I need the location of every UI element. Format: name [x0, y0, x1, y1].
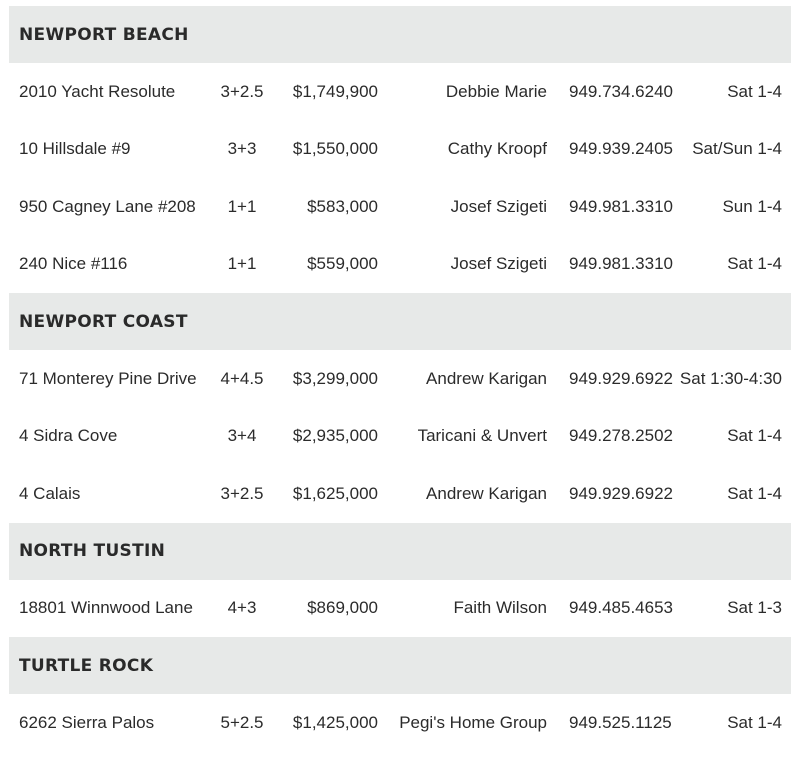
table-row	[9, 236, 791, 294]
phone: 949.929.6922	[569, 483, 673, 503]
bed-bath: 1+1	[227, 196, 257, 216]
price: $1,625,000	[292, 483, 378, 503]
table-row	[9, 580, 791, 638]
table-row	[9, 63, 791, 121]
open-house-time: Sat/Sun 1-4	[692, 139, 782, 159]
table-row	[9, 178, 791, 236]
phone: 949.939.2405	[569, 139, 673, 159]
address: 4 Calais	[19, 483, 81, 503]
phone: 949.485.4653	[569, 598, 673, 618]
price: $1,749,900	[292, 81, 378, 101]
price: $1,425,000	[292, 712, 378, 732]
address: 240 Nice #116	[19, 254, 128, 274]
bed-bath: 3+4	[227, 426, 257, 446]
bed-bath: 3+3	[227, 139, 257, 159]
table-row	[9, 121, 791, 179]
price: $1,550,000	[292, 139, 378, 159]
agent: Faith Wilson	[453, 598, 547, 618]
price: $869,000	[307, 598, 378, 618]
agent: Taricani & Unvert	[417, 426, 547, 446]
section-header: NORTH TUSTIN	[9, 523, 791, 580]
address: 18801 Winnwood Lane	[19, 598, 193, 618]
table-row	[9, 408, 791, 466]
phone: 949.981.3310	[569, 254, 673, 274]
agent: Debbie Marie	[445, 81, 547, 101]
open-house-time: Sat 1-4	[727, 81, 782, 101]
agent: Andrew Karigan	[426, 368, 547, 388]
open-house-time: Sat 1:30-4:30	[679, 368, 782, 388]
open-house-time: Sun 1-4	[722, 196, 782, 216]
address: 4 Sidra Cove	[19, 426, 118, 446]
phone: 949.981.3310	[569, 196, 673, 216]
open-house-time: Sat 1-4	[727, 712, 782, 732]
agent: Cathy Kroopf	[447, 139, 547, 159]
bed-bath: 1+1	[227, 254, 257, 274]
address: 71 Monterey Pine Drive	[19, 368, 197, 388]
open-house-time: Sat 1-4	[727, 483, 782, 503]
table-row	[9, 350, 791, 408]
open-house-listing	[9, 6, 791, 752]
table-row	[9, 694, 791, 752]
address: 950 Cagney Lane #208	[19, 196, 196, 216]
phone: 949.734.6240	[569, 81, 673, 101]
agent: Josef Szigeti	[450, 254, 547, 274]
section-header: NEWPORT COAST	[9, 293, 791, 350]
price: $559,000	[307, 254, 378, 274]
phone: 949.525.1125	[569, 712, 672, 732]
agent: Andrew Karigan	[426, 483, 547, 503]
section-header: NEWPORT BEACH	[9, 6, 791, 63]
section-header: TURTLE ROCK	[9, 637, 791, 694]
price: $3,299,000	[292, 368, 378, 388]
agent: Josef Szigeti	[450, 196, 547, 216]
bed-bath: 3+2.5	[220, 81, 264, 101]
bed-bath: 5+2.5	[220, 712, 264, 732]
agent: Pegi's Home Group	[399, 712, 547, 732]
price: $583,000	[307, 196, 378, 216]
address: 10 Hillsdale #9	[19, 139, 131, 159]
phone: 949.929.6922	[569, 368, 673, 388]
open-house-time: Sat 1-4	[727, 426, 782, 446]
bed-bath: 4+3	[227, 598, 257, 618]
phone: 949.278.2502	[569, 426, 673, 446]
open-house-time: Sat 1-3	[727, 598, 782, 618]
price: $2,935,000	[292, 426, 378, 446]
bed-bath: 3+2.5	[220, 483, 264, 503]
address: 2010 Yacht Resolute	[19, 81, 176, 101]
bed-bath: 4+4.5	[220, 368, 264, 388]
address: 6262 Sierra Palos	[19, 712, 155, 732]
open-house-time: Sat 1-4	[727, 254, 782, 274]
table-row	[9, 465, 791, 523]
